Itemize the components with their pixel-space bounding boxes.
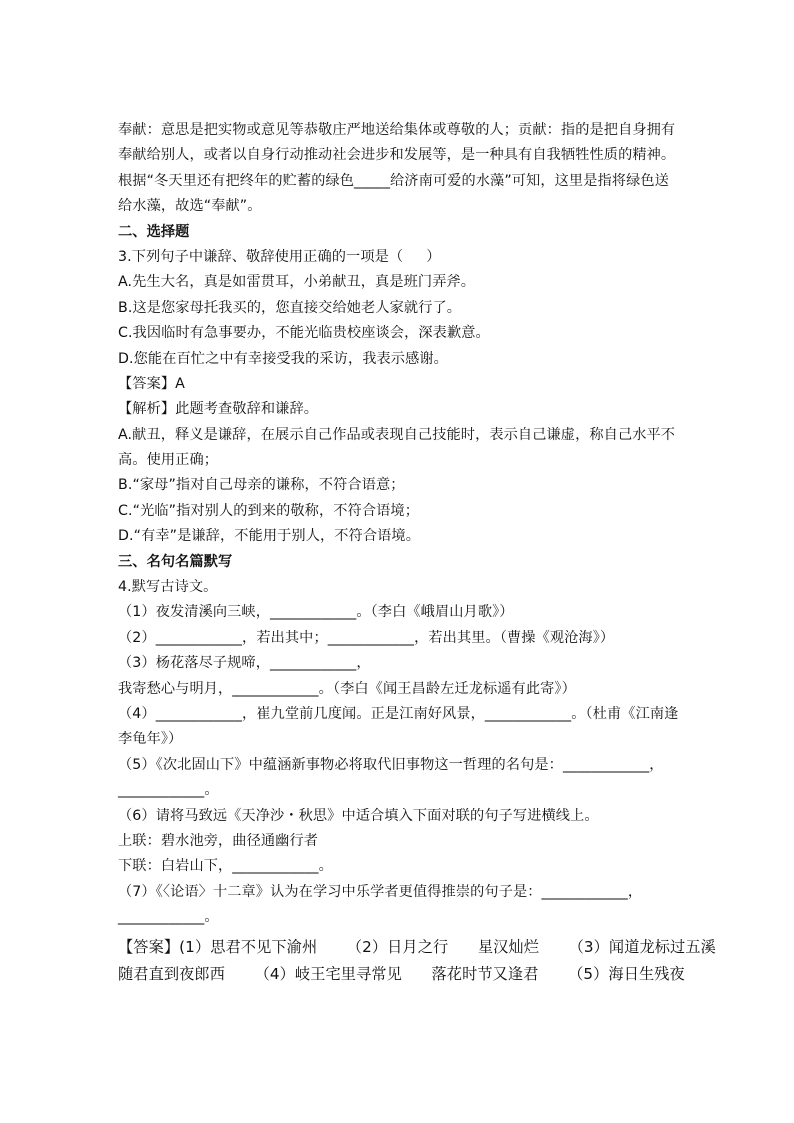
answer-line: 随君直到夜郎西 （4）岐王宅里寻常见 落花时节又逢君 （5）海日生残夜 — [118, 964, 685, 983]
analysis-line: 【解析】此题考查敬辞和谦辞。 — [118, 401, 319, 418]
question-stem: 4.默写古诗文。 — [118, 579, 218, 596]
recite-item: 下联：白岩山下，____________。 — [118, 858, 333, 875]
paragraph-line: 根据“冬天里还有把终年的贮蓄的绿色_____给济南可爱的水藻”可知，这里是指将绿色送 — [118, 172, 669, 189]
option-b: B.这是您家母托我买的，您直接交给她老人家就行了。 — [118, 299, 462, 316]
option-a: A.先生大名，真是如雷贯耳，小弟献丑，真是班门弄斧。 — [118, 274, 476, 291]
analysis-line: A.献丑，释义是谦辞，在展示自己作品或表现自己技能时，表示自己谦虚，称自己水平不 — [118, 426, 676, 443]
recite-item: （7）《〈论语〉十二章》认为在学习中乐学者更值得推崇的句子是：____________， — [118, 883, 643, 900]
recite-item: 上联：碧水池旁，曲径通幽行者 — [118, 832, 319, 849]
option-c: C.我因临时有急事要办，不能光临贵校座谈会，深表歉意。 — [118, 325, 490, 342]
recite-item: （3）杨花落尽子规啼，____________， — [118, 655, 371, 672]
recite-item: （4）____________，崔九堂前几度闻。正是江南好风景，____________。（杜甫《江南逢 — [118, 705, 679, 722]
recite-item: ____________。 — [118, 909, 219, 926]
recite-item: （1）夜发清溪向三峡，____________。（李白《峨眉山月歌》） — [118, 604, 514, 621]
analysis-line: C.“光临”指对别人的到来的敬称，不符合语境； — [118, 502, 419, 519]
question-stem: 3.下列句子中谦辞、敬辞使用正确的一项是（ ） — [118, 248, 441, 265]
recite-item: （5）《次北固山下》中蕴涵新事物必将取代旧事物这一哲理的名句是：____________， — [118, 756, 664, 773]
analysis-line: 高。使用正确； — [118, 452, 219, 469]
answer-line: 【答案】(1）思君不见下渝州 （2）日月之行 星汉灿烂 （3）闻道龙标过五溪 — [118, 937, 716, 956]
analysis-line: B.“家母”指对自己母亲的谦称，不符合语意； — [118, 477, 405, 494]
document-page — [118, 118, 716, 988]
recite-item: （2）____________，若出其中；____________，若出其里。（曹操《观沧海》） — [118, 629, 615, 646]
paragraph-line: 给水藻，故选“奉献”。 — [118, 198, 262, 215]
section-title: 二、选择题 — [118, 223, 190, 240]
answer: 【答案】A — [118, 375, 185, 392]
recite-item: 我寄愁心与明月，____________。（李白《闻王昌龄左迁龙标遥有此寄》） — [118, 680, 576, 697]
section-title: 三、名句名篇默写 — [118, 553, 233, 570]
recite-item: 李龟年》） — [118, 731, 183, 748]
analysis-line: D.“有幸”是谦辞，不能用于别人，不符合语境。 — [118, 528, 420, 545]
paragraph-line: 奉献：意思是把实物或意见等恭敬庄严地送给集体或尊敬的人；贡献：指的是把自身拥有 — [118, 122, 676, 138]
paragraph-line: 奉献给别人，或者以自身行动推动社会进步和发展等，是一种具有自我牺牲性质的精神。 — [118, 147, 676, 164]
option-d: D.您能在百忙之中有幸接受我的采访，我表示感谢。 — [118, 350, 448, 367]
recite-item: （6）请将马致远《天净沙・秋思》中适合填入下面对联的句子写进横线上。 — [118, 807, 599, 824]
recite-item: ____________。 — [118, 782, 219, 799]
